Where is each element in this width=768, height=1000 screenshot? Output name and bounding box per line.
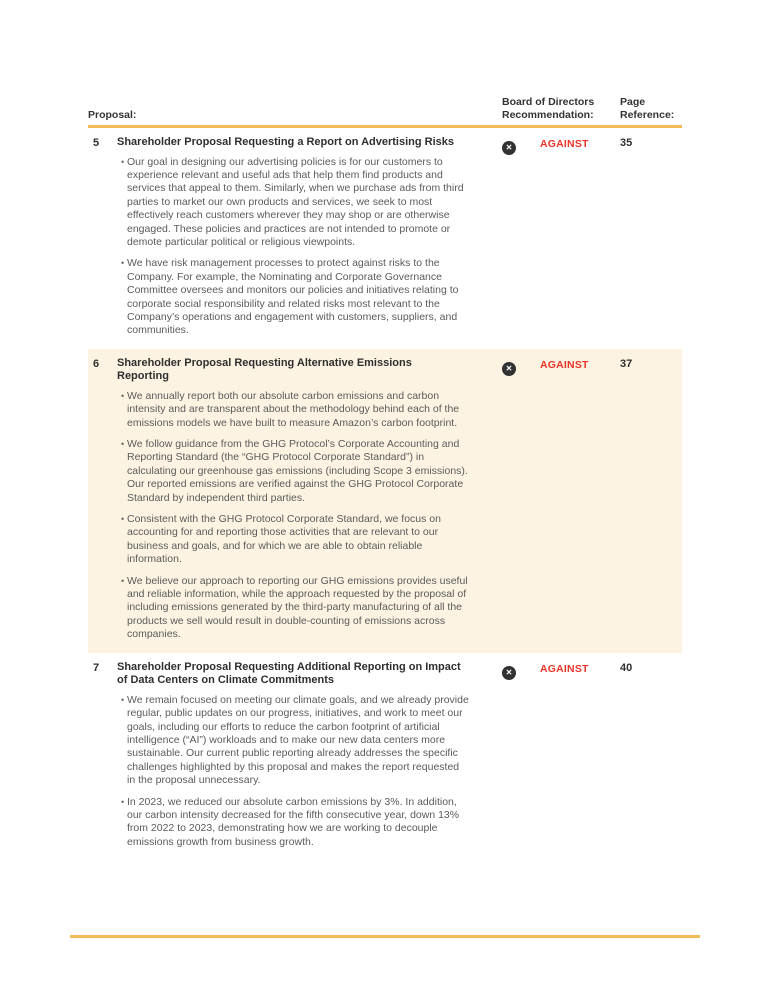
bullet-item <box>117 438 469 505</box>
column-header-proposal: Proposal: <box>88 109 137 121</box>
bullet-text: Consistent with the GHG Protocol Corporate Standard, we focus on accounting for and reporting those activities that are relevant to our business and goals, and for which we are able to obtain reliable information. <box>127 513 441 566</box>
proposals-table <box>88 96 682 860</box>
proposal-title: Shareholder Proposal Requesting Additional Reporting on Impact of Data Centers on Climate Commitments <box>117 660 461 687</box>
page-reference: 40 <box>620 661 633 674</box>
bullet-item <box>117 257 469 337</box>
recommendation-icon-cell <box>502 661 540 849</box>
bullet-marker: • <box>121 575 125 586</box>
bullet-text: We believe our approach to reporting our GHG emissions provides useful and reliable information, while the approach requested by the proposal of including emissions generated by the third-party manufacturing of all the products we sell would result in double-counting of emissions across companies. <box>127 574 468 641</box>
proposal-body <box>117 357 502 642</box>
recommendation-icon-cell <box>502 357 540 642</box>
bullet-item <box>117 156 469 250</box>
recommendation-label: AGAINST <box>540 662 589 675</box>
proposal-bullet-list <box>117 156 469 338</box>
proposal-row-5 <box>88 128 682 349</box>
proposal-bullet-list <box>117 694 469 849</box>
bullet-text: We annually report both our absolute carbon emissions and carbon intensity and are transparent about the methodology behind each of the emissions models we have built to measure Amazon’s carbon footprint. <box>127 389 460 429</box>
recommendation-label: AGAINST <box>540 358 589 371</box>
bullet-marker: • <box>121 694 125 705</box>
proposal-body <box>117 661 502 849</box>
bullet-marker: • <box>121 258 125 269</box>
table-header-row <box>88 96 682 128</box>
bullet-marker: • <box>121 514 125 525</box>
bullet-item <box>117 575 469 642</box>
proposal-row-6 <box>88 349 682 653</box>
proposal-row-7 <box>88 653 682 860</box>
footer-divider <box>70 935 700 938</box>
column-header-page-reference <box>620 96 682 122</box>
proposal-number: 6 <box>93 357 100 370</box>
bullet-text: We have risk management processes to protect against risks to the Company. For example, the Nominating and Corporate Governance Committee oversees and monitors our policies and initiatives relating to corporate social responsibility and related risks most relevant to the Company’s operations and engagement with customers, suppliers, and communities. <box>127 257 459 337</box>
column-header-recommendation <box>502 96 620 122</box>
bullet-marker: • <box>121 439 125 449</box>
proposal-bullet-list <box>117 390 469 642</box>
page-reference: 37 <box>620 357 633 370</box>
bullet-text: We follow guidance from the GHG Protocol’s Corporate Accounting and Reporting Standard (the “GHG Protocol Corporate Standard”) in calculating our greenhouse gas emissions (including Scope 3 emissions). Our reported emissions are verified against the GHG Protocol Corporate Standard by independent third parties. <box>127 438 468 504</box>
bullet-text: In 2023, we reduced our absolute carbon emissions by 3%. In addition, our carbon intensity decreased for the fifth consecutive year, down 13% from 2022 to 2023, demonstrating how we are working to decouple emissions growth from business growth. <box>127 795 460 848</box>
circle-x-icon: ✕ <box>502 666 516 680</box>
circle-x-icon: ✕ <box>502 362 516 376</box>
bullet-item <box>117 513 469 567</box>
proposal-title: Shareholder Proposal Requesting a Report on Advertising Risks <box>117 136 454 148</box>
circle-x-icon: ✕ <box>502 141 516 155</box>
proposal-number: 7 <box>93 661 100 674</box>
bullet-text: Our goal in designing our advertising policies is for our customers to experience relevant and useful ads that help them find products and services that appeal to them. Similarly, when we purchase ads from third parties to market our own products and services, we seek to most effectively reach customers wherever they may shop or are otherwise engaged. These policies and practices are not intended to promote or demote particular political or religious viewpoints. <box>127 155 464 248</box>
proposal-number: 5 <box>93 137 100 149</box>
proposal-body <box>117 136 502 338</box>
bullet-item <box>117 796 469 850</box>
bullet-marker: • <box>121 796 125 807</box>
page-reference: 35 <box>620 137 633 149</box>
bullet-item <box>117 390 469 430</box>
column-header-recommendation-line2: Recommendation: <box>502 109 594 121</box>
bullet-marker: • <box>121 390 125 401</box>
column-header-recommendation-line1: Board of Directors <box>502 96 595 108</box>
column-header-page-line2: Reference: <box>620 109 675 121</box>
proposal-title: Shareholder Proposal Requesting Alternative Emissions Reporting <box>117 356 412 383</box>
recommendation-icon-cell <box>502 136 540 338</box>
bullet-marker: • <box>121 156 125 167</box>
bullet-text: We remain focused on meeting our climate goals, and we already provide regular, public updates on our progress, initiatives, and work to meet our goals, including our efforts to reduce the carbon footprint of artificial intelligence (“AI”) workloads and to make our new data centers more sustainable. Our current public reporting already addresses the specific challenges highlighted by this proposal and makes the report requested in the proposal unnecessary. <box>127 693 469 787</box>
column-header-page-line1: Page <box>620 96 646 108</box>
recommendation-label: AGAINST <box>540 138 589 150</box>
bullet-item <box>117 694 469 788</box>
